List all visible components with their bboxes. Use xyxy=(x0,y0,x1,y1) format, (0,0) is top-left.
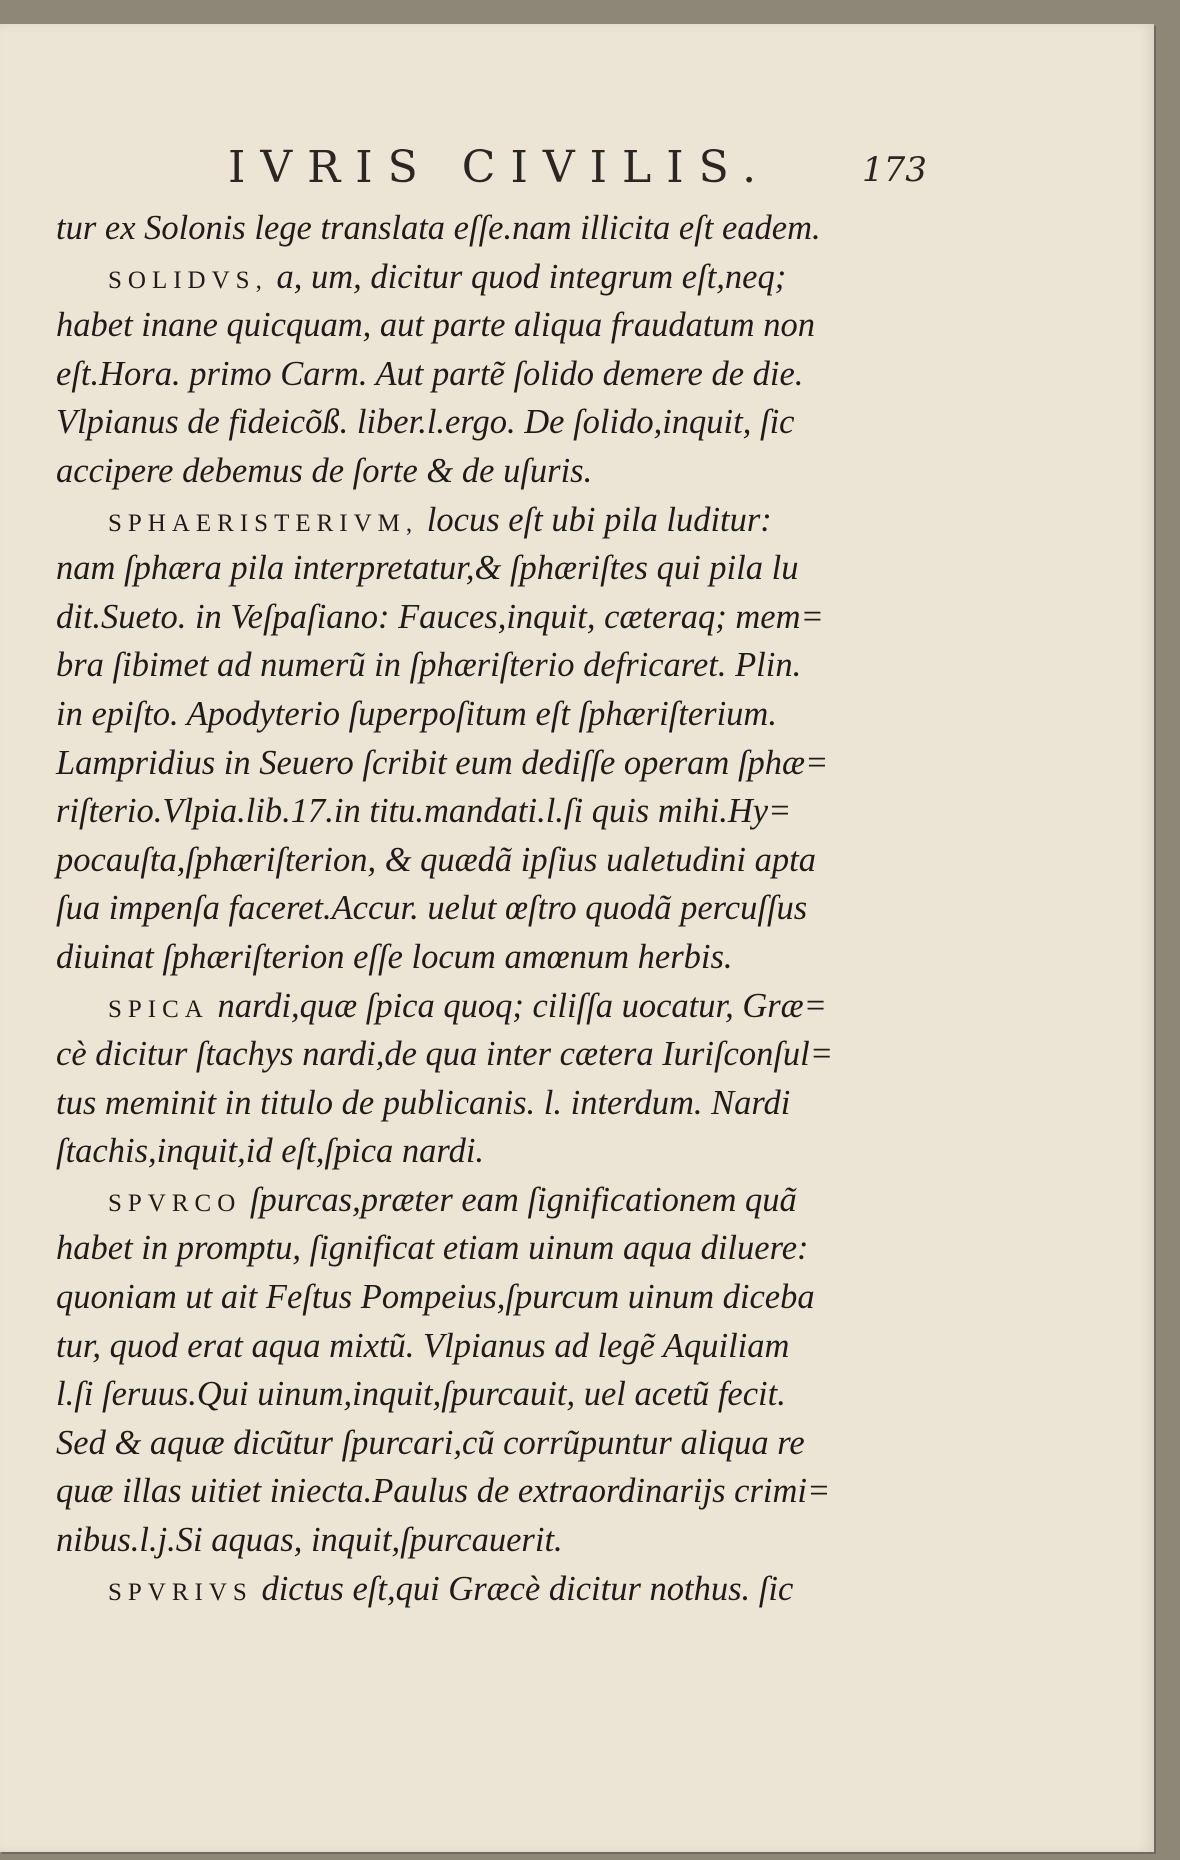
text-line xyxy=(56,593,896,642)
text-line xyxy=(56,1419,896,1468)
line-text: accipere debemus de ſorte & de uſuris. xyxy=(56,451,593,490)
text-line xyxy=(56,1273,896,1322)
line-text: nam ſphæra pila interpretatur,& ſphæriſtes qui pila lu xyxy=(56,549,799,588)
running-title: IVRIS CIVILIS. xyxy=(228,142,772,193)
line-text: tur ex Solonis lege translata eſſe.nam illicita eſt eadem. xyxy=(56,209,821,247)
entry-headword: SPVRIVS xyxy=(108,1578,253,1606)
text-line xyxy=(56,544,896,593)
line-text: quoniam ut ait Feſtus Pompeius,ſpurcum uinum diceba xyxy=(56,1278,815,1317)
line-text: Sed & aquæ dicũtur ſpurcari,cũ corrũpuntur aliqua re xyxy=(56,1423,805,1462)
text-line xyxy=(56,1467,896,1516)
line-text: ſpurcas,præter eam ſignificationem quã xyxy=(241,1180,797,1219)
line-text: locus eſt ubi pila luditur: xyxy=(418,500,772,539)
text-line xyxy=(56,1127,896,1176)
line-text: pocauſta,ſphæriſterion, & quædã ipſius ualetudini apta xyxy=(56,840,816,879)
text-line xyxy=(56,1565,896,1614)
line-text: l.ſi ſeruus.Qui uinum,inquit,ſpurcauit, uel acetũ fecit. xyxy=(56,1375,786,1414)
line-text: Lampridius in Seuero ſcribit eum dediſſe operam ſphæ= xyxy=(56,743,829,782)
entry-headword: SOLIDVS, xyxy=(108,266,268,294)
line-text: ſua impenſa faceret.Accur. uelut œſtro quodã percuſſus xyxy=(56,889,808,928)
text-line xyxy=(56,1370,896,1419)
line-text: nardi,quæ ſpica quoq; ciliſſa uocatur, Græ= xyxy=(208,986,827,1025)
line-text: quæ illas uitiet iniecta.Paulus de extraordinarijs crimi= xyxy=(56,1472,831,1511)
text-line xyxy=(56,447,896,496)
entry-headword: SPHAERISTERIVM, xyxy=(108,509,419,537)
text-line xyxy=(56,253,896,302)
text-line xyxy=(56,787,896,836)
text-line xyxy=(56,1030,896,1079)
line-text: a, um, dicitur quod integrum eſt,neq; xyxy=(267,257,787,296)
line-text: eſt.Hora. primo Carm. Aut partẽ ſolido demere de die. xyxy=(56,354,804,393)
text-line xyxy=(56,690,896,739)
line-text: nibus.l.j.Si aquas, inquit,ſpurcauerit. xyxy=(56,1521,563,1560)
text-line xyxy=(56,301,896,350)
line-text: dictus eſt,qui Græcè dicitur nothus. ſic xyxy=(252,1569,794,1608)
line-text: tur, quod erat aqua mixtũ. Vlpianus ad legẽ Aquiliam xyxy=(56,1326,790,1365)
text-line xyxy=(56,398,896,447)
body-text xyxy=(56,204,896,1613)
line-text: tus meminit in titulo de publicanis. l. interdum. Nardi xyxy=(56,1083,791,1122)
line-text: riſterio.Vlpia.lib.17.in titu.mandati.l.ſi quis mihi.Hy= xyxy=(56,792,792,831)
entry-headword: SPICA xyxy=(108,995,209,1023)
text-line xyxy=(56,641,896,690)
line-text: dit.Sueto. in Veſpaſiano: Fauces,inquit, cæteraq; mem= xyxy=(56,597,824,636)
line-text: habet in promptu, ſignificat etiam uinum aqua diluere: xyxy=(56,1229,809,1268)
text-line xyxy=(56,350,896,399)
line-text: habet inane quicquam, aut parte aliqua fraudatum non xyxy=(56,306,815,345)
text-line xyxy=(56,204,896,253)
text-line xyxy=(56,933,896,982)
book-page xyxy=(0,24,1154,1852)
line-text: cè dicitur ſtachys nardi,de qua inter cætera Iuriſconſul= xyxy=(56,1035,834,1074)
line-text: diuinat ſphæriſterion eſſe locum amœnum herbis. xyxy=(56,937,733,976)
text-line xyxy=(56,1176,896,1225)
entry-headword: SPVRCO xyxy=(108,1189,242,1217)
text-line xyxy=(56,884,896,933)
text-line xyxy=(56,1516,896,1565)
line-text: bra ſibimet ad numerũ in ſphæriſterio defricaret. Plin. xyxy=(56,646,802,685)
text-line xyxy=(56,1322,896,1371)
text-line xyxy=(56,836,896,885)
text-line xyxy=(56,1224,896,1273)
line-text: in epiſto. Apodyterio ſuperpoſitum eſt ſphæriſterium. xyxy=(56,694,777,733)
text-line xyxy=(56,1079,896,1128)
line-text: ſtachis,inquit,id eſt,ſpica nardi. xyxy=(56,1132,485,1171)
page-number: 173 xyxy=(862,150,927,190)
text-line xyxy=(56,982,896,1031)
line-text: Vlpianus de fideicõß. liber.l.ergo. De ſolido,inquit, ſic xyxy=(56,403,795,442)
text-line xyxy=(56,496,896,545)
text-line xyxy=(56,739,896,788)
